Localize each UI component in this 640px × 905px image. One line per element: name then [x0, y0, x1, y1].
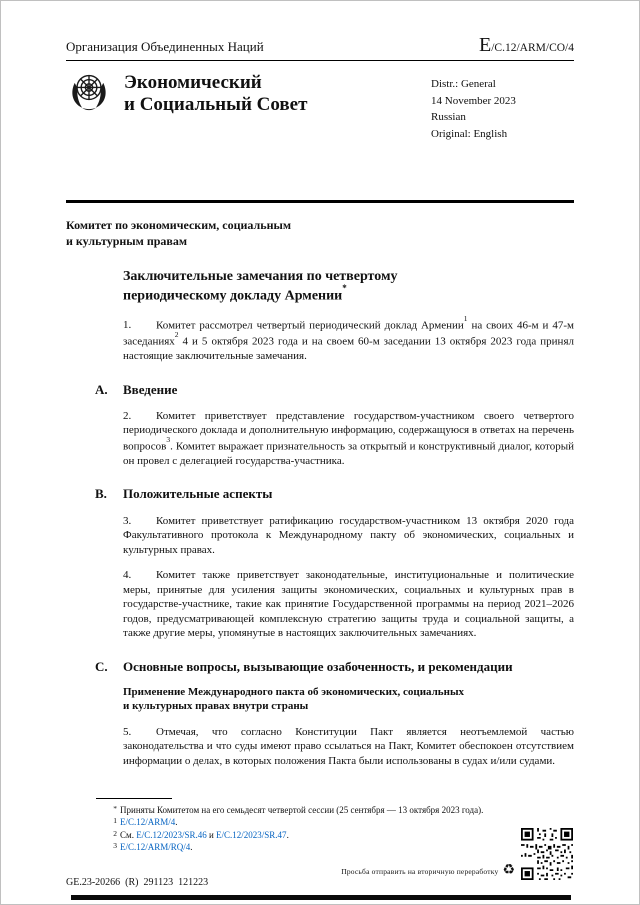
organ-title-line1: Экономический: [124, 72, 262, 93]
original-language-line: Original: English: [431, 127, 508, 140]
paragraph-4: [123, 568, 574, 641]
subsection-heading: Применение Международного пакта об экономических, социальных и культурных правах внутри страны: [123, 686, 465, 713]
recycle-icon: ♻: [502, 863, 515, 878]
org-name: Организация Объединенных Наций: [66, 39, 264, 54]
footnote-2-link-1[interactable]: E/C.12/2023/SR.46: [136, 829, 207, 840]
paragraph-2: [123, 409, 574, 469]
title-footnote-marker: *: [342, 283, 347, 294]
ge-number: GE.23-20266 (R) 291123 121223: [66, 877, 209, 888]
footnote-2-text: .: [286, 829, 289, 840]
section-a-label: A.: [95, 381, 108, 397]
document-title: [123, 268, 453, 305]
document-symbol-series: E: [479, 34, 492, 56]
paragraph-1-number: 1.: [123, 319, 132, 332]
footnote-3-marker: 3: [113, 841, 117, 851]
footnote-1-marker: 1: [113, 816, 117, 826]
footnote-separator: [96, 798, 172, 799]
recycle-note: [341, 864, 515, 878]
section-a-heading: [95, 382, 574, 398]
paragraph-4-text: Комитет также приветствует законодательные, институциональные и политические меры, принятые для усиления защиты экономических, социальных и культурных прав в государстве-участнике, такие как принятие Государственной программы на период 2021–2026 годов, предусматривающей комплексную стратегию защиты труда и социальной защиты, а также другие меры, упомянутые в настоящих заключительных замечаниях.: [123, 569, 574, 640]
footnote-3-link[interactable]: E/C.12/ARM/RQ/4: [120, 842, 191, 853]
paragraph-3: [123, 514, 574, 558]
footnote-2-text: См.: [120, 829, 137, 840]
footnotes-block: [96, 798, 574, 854]
footnote-2-marker: 2: [113, 828, 117, 838]
header-rule: [66, 60, 574, 61]
paragraph-1-text: 4 и 5 октября 2023 года и на своем 60-м заседании 13 октября 2023 года принял настоящие заключительные замечания.: [123, 335, 574, 362]
paragraph-2-number: 2.: [123, 409, 132, 422]
footnote-star: [96, 804, 574, 817]
date-line: 14 November 2023: [431, 94, 516, 107]
paragraph-1-text: Комитет рассмотрел четвертый периодический доклад Армении: [156, 319, 464, 332]
footnote-1-link[interactable]: E/C.12/ARM/4: [120, 817, 176, 828]
committee-name: [66, 218, 574, 249]
recycle-text: Просьба отправить на вторичную переработку: [341, 866, 499, 876]
masthead: [66, 70, 574, 142]
page-bottom-bar: [71, 895, 571, 900]
document-symbol-number: /C.12/ARM/CO/4: [491, 42, 574, 54]
paragraph-5-text: Отмечая, что согласно Конституции Пакт является неотъемлемой частью законодательства и что суды имеют право ссылаться на Пакт, Комитет обеспокоен отсутствием информации о делах, в которых положения Пакта были использованы в судах и/или судами.: [123, 725, 574, 767]
footnote-1: [96, 816, 574, 829]
footnote-star-marker: *: [113, 803, 117, 813]
paragraph-2-text: Комитет приветствует представление государством-участником своего четвертого периодического доклада и дополнительную информацию, содержащуюся в ответах на перечень вопросов: [123, 409, 574, 453]
paragraph-2-text: . Комитет выражает признательность за открытый и конструктивный диалог, который он провел с делегацией государства-участника.: [123, 440, 574, 467]
paragraph-5-number: 5.: [123, 725, 132, 738]
footnote-ref-3[interactable]: 3: [166, 434, 171, 444]
paragraph-1-text: на своих 46-м и 47-м заседаниях: [123, 319, 574, 348]
language-line: Russian: [431, 111, 466, 123]
footnote-2-link-2[interactable]: E/C.12/2023/SR.47: [216, 829, 287, 840]
paragraph-4-number: 4.: [123, 569, 132, 582]
footnote-ref-2[interactable]: 2: [174, 329, 179, 339]
distribution-block: [431, 70, 574, 142]
paragraph-3-number: 3.: [123, 514, 132, 527]
footnote-ref-1[interactable]: 1: [463, 313, 468, 323]
organ-title-line2: и Социальный Совет: [124, 94, 308, 116]
section-c-heading: [95, 659, 574, 675]
footnote-2: [96, 829, 574, 842]
footnote-3-text: .: [190, 842, 193, 853]
paragraph-1: [123, 313, 574, 364]
un-emblem-icon: [66, 70, 112, 116]
footnote-1-text: .: [175, 817, 178, 828]
footnote-star-text: Приняты Комитетом на его семьдесят четвертой сессии (25 сентября — 13 октября 2023 года).: [120, 804, 484, 815]
qr-code: [521, 828, 573, 880]
footnote-3: [96, 841, 574, 854]
masthead-rule: [66, 200, 574, 203]
section-b-label: B.: [95, 486, 107, 502]
paragraph-3-text: Комитет приветствует ратификацию государством-участником 13 октября 2020 года Факультативного протокола к Международному пакту об экономических, социальных и культурных правах.: [123, 514, 574, 556]
distr-line: Distr.: General: [431, 78, 496, 90]
section-b-heading: [95, 486, 574, 502]
section-c-label: C.: [95, 658, 108, 674]
document-title-text: Заключительные замечания по четвертому периодическому докладу Армении: [123, 269, 398, 304]
document-symbol: [479, 35, 574, 55]
section-b-title: Положительные аспекты: [123, 486, 273, 502]
organ-title: [124, 70, 431, 142]
committee-line2: и культурным правам: [66, 233, 188, 248]
committee-line1: Комитет по экономическим, социальным: [66, 218, 292, 232]
footnote-2-text: и: [206, 829, 217, 840]
section-c-title: Основные вопросы, вызывающие озабоченность, и рекомендации: [123, 658, 513, 674]
section-a-title: Введение: [123, 381, 178, 397]
paragraph-5: [123, 725, 574, 769]
document-header: [66, 1, 574, 55]
